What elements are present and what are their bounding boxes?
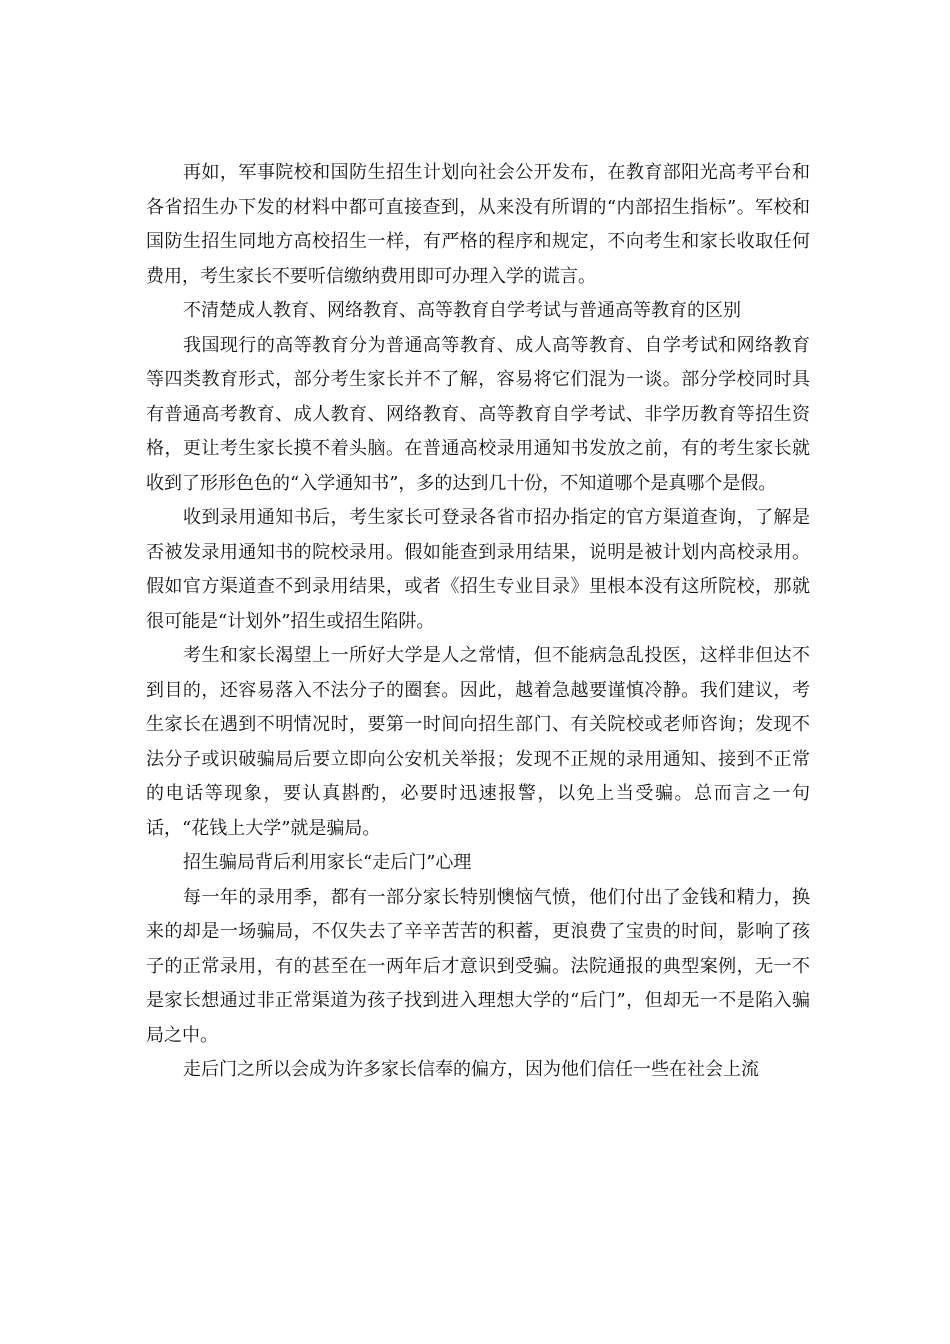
heading-backdoor-psychology: 招生骗局背后利用家长“走后门”心理 xyxy=(183,852,472,873)
paragraph-verify-admission: 收到录用通知书后，考生家长可登录各省市招办指定的官方渠道查询，了解是否被发录用通知书的院校录用。假如能查到录用结果，说明是被计划内高校录用。假如官方渠道查不到录用结果，或者《招生专业目录》里根本没有这所院校，那就很可能是“计划外”招生或招生陷阱。 xyxy=(146,507,810,632)
paragraph-backdoor-belief: 走后门之所以会成为许多家长信奉的偏方，因为他们信任一些在社会上流 xyxy=(183,1059,759,1080)
paragraph-admission-season: 每一年的录用季，都有一部分家长特别懊恼气愤，他们付出了金钱和精力，换来的却是一场骗局，不仅失去了辛辛苦苦的积蓄，更浪费了宝贵的时间，影响了孩子的正常录用，有的甚至在一两年后才意识到受骗。法院通报的典型案例，无一不是家长想通过非正常渠道为孩子找到进入理想大学的“后门”，但却无一不是陷入骗局之中。 xyxy=(146,886,810,1046)
heading-education-types: 不清楚成人教育、网络教育、高等教育自学考试与普通高等教育的区别 xyxy=(183,300,741,321)
paragraph-military-enrollment: 再如，军事院校和国防生招生计划向社会公开发布，在教育部阳光高考平台和各省招生办下发的材料中都可直接查到，从来没有所谓的“内部招生指标”。军校和国防生招生同地方高校招生一样，有严格的程序和规定，不向考生和家长收取任何费用，考生家长不要听信缴纳费用即可办理入学的谎言。 xyxy=(146,162,810,287)
paragraph-education-forms: 我国现行的高等教育分为普通高等教育、成人高等教育、自学考试和网络教育等四类教育形式，部分考生家长并不了解，容易将它们混为一谈。部分学校同时具有普通高考教育、成人教育、网络教育、高等教育自学考试、非学历教育等招生资格，更让考生家长摸不着头脑。在普通高校录用通知书发放之前，有的考生家长就收到了形形色色的“入学通知书”，多的达到几十份，不知道哪个是真哪个是假。 xyxy=(146,334,810,494)
document-body xyxy=(146,156,810,1088)
paragraph-advice: 考生和家长渴望上一所好大学是人之常情，但不能病急乱投医，这样非但达不到目的，还容易落入不法分子的圈套。因此，越着急越要谨慎冷静。我们建议，考生家长在遇到不明情况时，要第一时间向招生部门、有关院校或老师咨询；发现不法分子或识破骗局后要立即向公安机关举报；发现不正规的录用通知、接到不正常的电话等现象，要认真斟酌，必要时迅速报警，以免上当受骗。总而言之一句话，“花钱上大学”就是骗局。 xyxy=(146,645,810,839)
